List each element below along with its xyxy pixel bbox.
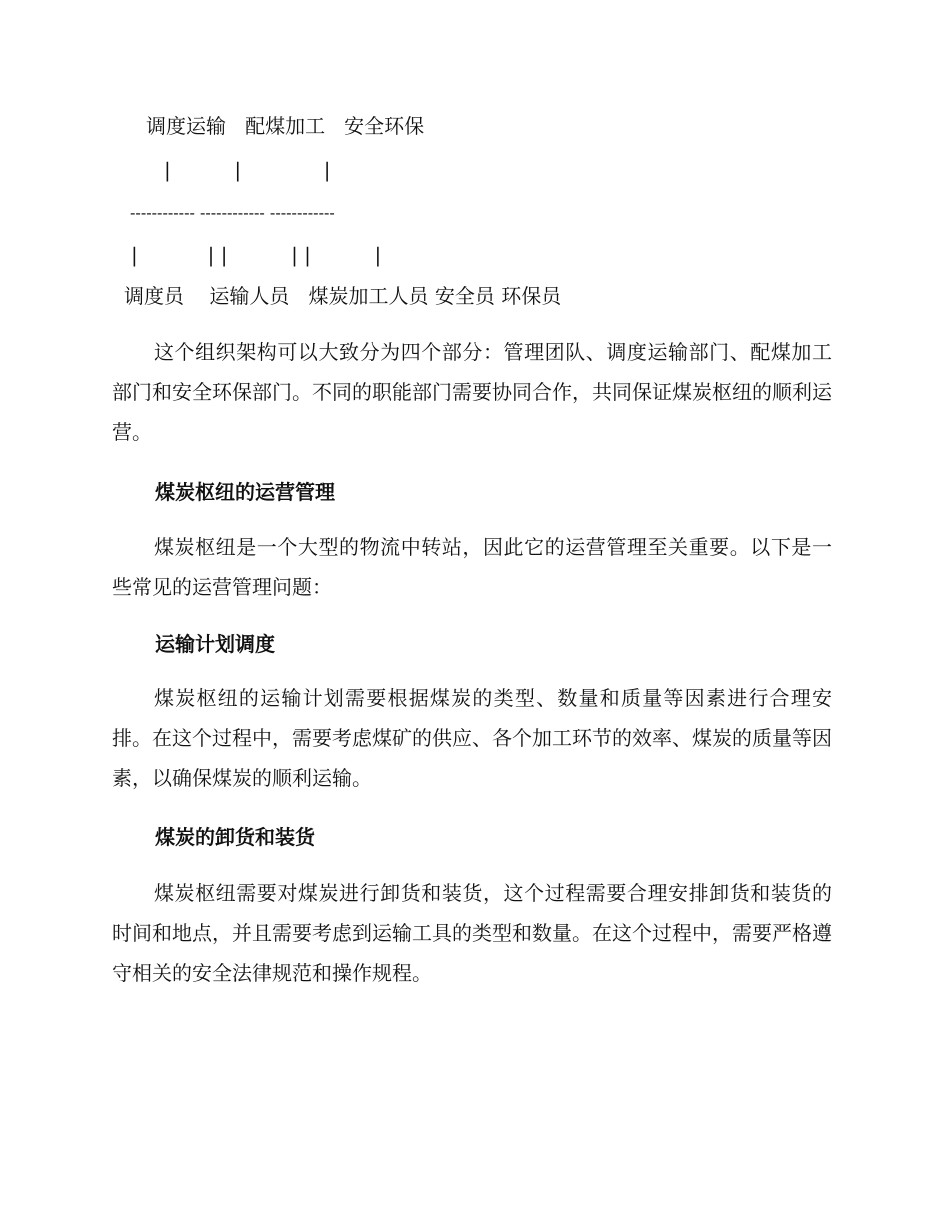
paragraph-operations-intro: 煤炭枢纽是一个大型的物流中转站，因此它的运营管理至关重要。以下是一些常见的运营管理问题： [112, 535, 832, 599]
section-heading-transport-plan: 运输计划调度 [155, 632, 275, 656]
section-heading-operations: 煤炭枢纽的运营管理 [155, 480, 335, 504]
org-chart-connector-line-2: | | | | | | [131, 243, 382, 267]
paragraph-loading: 煤炭枢纽需要对煤炭进行卸货和装货，这个过程需要合理安排卸货和装货的时间和地点，并且需要考虑到运输工具的类型和数量。在这个过程中，需要严格遵守相关的安全法律规范和操作规程。 [112, 881, 832, 985]
org-chart-departments-line: 调度运输 配煤加工 安全环保 [146, 114, 425, 138]
section-heading-loading: 煤炭的卸货和装货 [155, 825, 315, 849]
paragraph-transport-plan: 煤炭枢纽的运输计划需要根据煤炭的类型、数量和质量等因素进行合理安排。在这个过程中，需要考虑煤矿的供应、各个加工环节的效率、煤炭的质量等因素，以确保煤炭的顺利运输。 [112, 686, 832, 790]
org-chart-roles-line: 调度员 运输人员 煤炭加工人员 安全员 环保员 [124, 284, 562, 308]
org-chart-dashed-line: ------------ ------------ ------------ [130, 203, 335, 222]
paragraph-org-summary: 这个组织架构可以大致分为四个部分：管理团队、调度运输部门、配煤加工部门和安全环保部门。不同的职能部门需要协同合作，共同保证煤炭枢纽的顺利运营。 [112, 340, 832, 444]
org-chart-connector-line-1: | | | [164, 158, 331, 182]
